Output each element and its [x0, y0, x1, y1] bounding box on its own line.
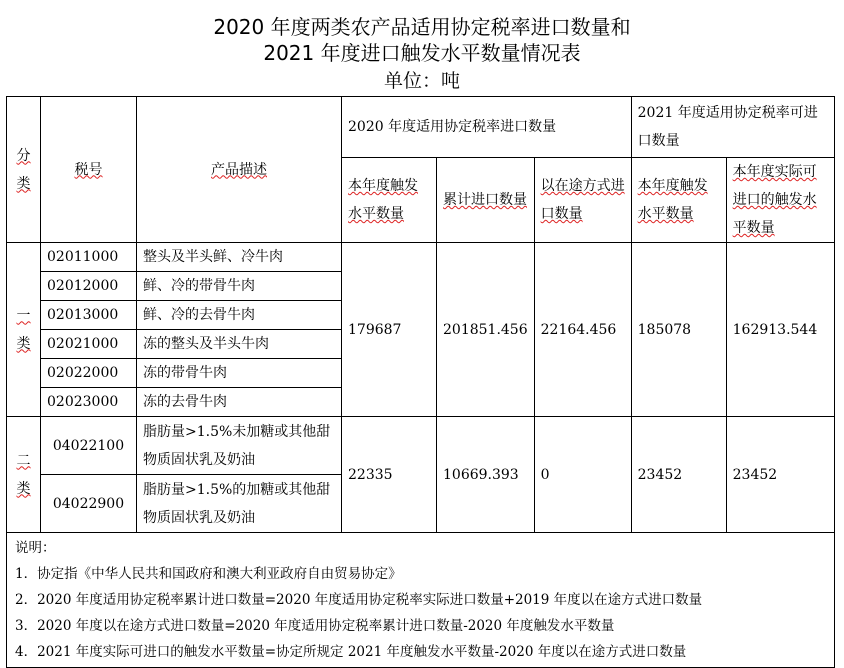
notes-heading: 说明：: [15, 540, 56, 556]
tariff-code: 02012000: [41, 272, 137, 301]
header-tariff-code: 税号: [41, 97, 137, 243]
trigger-2020: 22335: [342, 417, 437, 533]
note-item: 2．2020 年度适用协定税率累计进口数量=2020 年度适用协定税率实际进口数量+2019 年度以在途方式进口数量: [15, 592, 703, 608]
header-trigger-2021: 本年度触发水平数量: [631, 158, 726, 243]
trigger-2020: 179687: [342, 243, 437, 417]
table-row: [7, 417, 835, 475]
header-actual-2021: 本年度实际可进口的触发水平数量: [726, 158, 834, 243]
trigger-2021: 185078: [631, 243, 726, 417]
actual-2021: 23452: [726, 417, 834, 533]
tariff-code: 02011000: [41, 243, 137, 272]
tariff-code: 04022100: [41, 417, 137, 475]
header-cumulative: 累计进口数量: [437, 158, 535, 243]
category-cell: 二类: [7, 417, 41, 533]
header-group-2020: 2020 年度适用协定税率进口数量: [342, 97, 632, 158]
in-transit: 0: [534, 417, 631, 533]
actual-2021: 162913.544: [726, 243, 834, 417]
header-description: 产品描述: [137, 97, 342, 243]
tariff-code: 02021000: [41, 330, 137, 359]
product-description: 鲜、冷的带骨牛肉: [137, 272, 342, 301]
tariff-code: 02022000: [41, 359, 137, 388]
tariff-code: 02023000: [41, 388, 137, 417]
header-in-transit: 以在途方式进口数量: [534, 158, 631, 243]
product-description: 冻的去骨牛肉: [137, 388, 342, 417]
tariff-code: 02013000: [41, 301, 137, 330]
header-group-2021: 2021 年度适用协定税率可进口数量: [631, 97, 834, 158]
notes: [7, 533, 835, 668]
table-row: [7, 243, 835, 272]
title-line-1: 2020 年度两类农产品适用协定税率进口数量和: [213, 15, 631, 39]
cumulative: 10669.393: [437, 417, 535, 533]
product-description: 冻的带骨牛肉: [137, 359, 342, 388]
trigger-2021: 23452: [631, 417, 726, 533]
title-line-2: 2021 年度进口触发水平数量情况表: [263, 41, 581, 65]
header-trigger-2020: 本年度触发水平数量: [342, 158, 437, 243]
note-item: 4．2021 年度实际可进口的触发水平数量=协定所规定 2021 年度触发水平数量-2020 年度以在途方式进口数量: [15, 644, 687, 660]
product-description: 脂肪量>1.5%未加糖或其他甜物质固状乳及奶油: [137, 417, 342, 475]
product-description: 整头及半头鲜、冷牛肉: [137, 243, 342, 272]
quota-table: [6, 96, 835, 668]
note-item: 3．2020 年度以在途方式进口数量=2020 年度适用协定税率累计进口数量-2020 年度触发水平数量: [15, 618, 615, 634]
category-cell: 一类: [7, 243, 41, 417]
product-description: 脂肪量>1.5%的加糖或其他甜物质固状乳及奶油: [137, 475, 342, 533]
in-transit: 22164.456: [534, 243, 631, 417]
product-description: 鲜、冷的去骨牛肉: [137, 301, 342, 330]
cumulative: 201851.456: [437, 243, 535, 417]
tariff-code: 04022900: [41, 475, 137, 533]
product-description: 冻的整头及半头牛肉: [137, 330, 342, 359]
header-category: 分类: [7, 97, 41, 243]
note-item: 1．协定指《中华人民共和国政府和澳大利亚政府自由贸易协定》: [15, 566, 402, 582]
unit-label: 单位：吨: [383, 70, 460, 92]
